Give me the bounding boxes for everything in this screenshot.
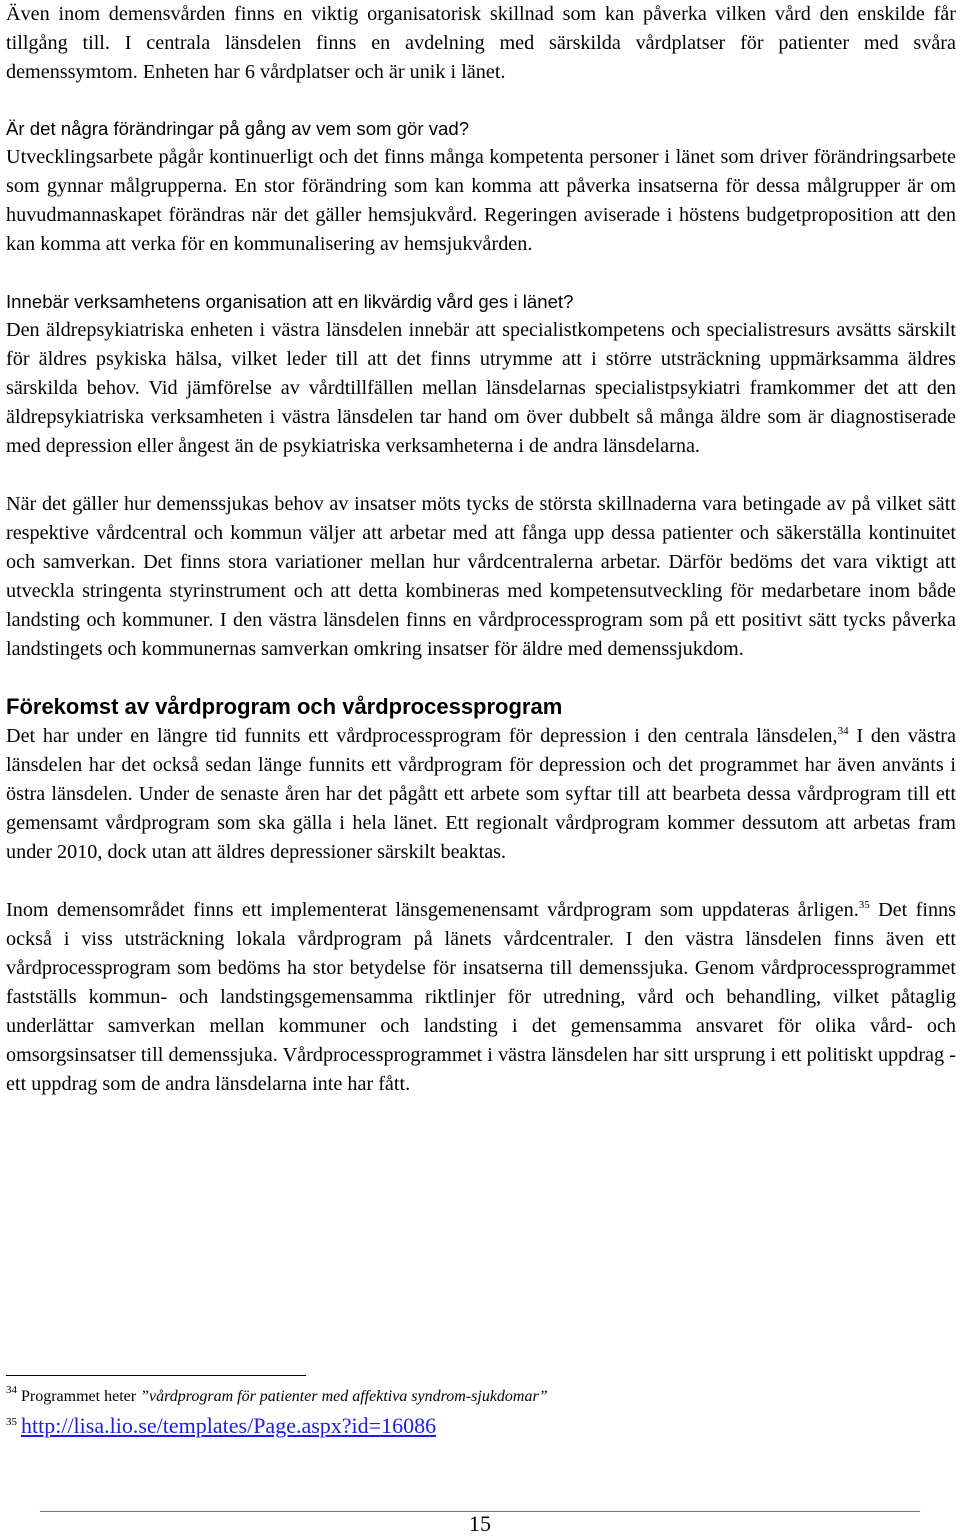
paragraph-care-programs-start: Det har under en längre tid funnits ett vårdprocessprogram för depression i den centrala länsdelen, <box>6 725 838 747</box>
paragraph-dementia-programs-start: Inom demensområdet finns ett implementerat länsgemenensamt vårdprogram som uppdateras årligen. <box>6 899 859 921</box>
paragraph-dementia-programs-rest: Det finns också i viss utsträckning lokala vårdprogram på länets vårdcentraler. I den västra länsdelen finns även ett vårdprocessprogram som bedöms ha stor betydelse för insatserna till demenssjuka. Genom vårdprocessprogrammet fastställs kommun- och landstingsgemensamma riktlinjer för utredning, vård och behandling, vilket påtaglig underlättar samverkan mellan kommuner och landsting i det gemensamma ansvaret för olika vård- och omsorgsinsatser till demenssjuka. Vårdprocessprogrammet i västra länsdelen har sitt ursprung i ett politiskt uppdrag - ett uppdrag som de andra länsdelarna inte har fått. <box>6 899 956 1095</box>
footnote-34 <box>6 1386 548 1408</box>
paragraph-care-programs-rest: I den västra länsdelen har det också sedan länge funnits ett vårdprogram för depression och det programmet har även använts i östra länsdelen. Under de senaste åren har det pågått ett arbete som syftar till att bearbeta dessa vårdprogram till ett gemensamt vårdprogram som ska gälla i hela länet. Ett regionalt vårdprogram kommer dessutom att arbetas fram under 2010, dock utan att äldres depressioner särskilt beaktas. <box>6 725 956 863</box>
footnote-separator <box>6 1375 306 1376</box>
footnote-35 <box>6 1412 436 1443</box>
question-changes: Är det några förändringar på gång av vem som gör vad? <box>6 118 470 139</box>
paragraph-care-programs <box>6 722 956 867</box>
paragraph-dementia-care: Även inom demensvården finns en viktig organisatorisk skillnad som kan påverka vilken vård den enskilde får tillgång till. I centrala länsdelen finns en avdelning med särskilda vårdplatser för patienter med svåra demenssymtom. Enheten har 6 vårdplatser och är unik i länet. <box>6 3 956 83</box>
paragraph-dementia-needs: När det gäller hur demenssjukas behov av insatser möts tycks de största skillnaderna vara betingade av på vilket sätt respektive vårdcentral och kommun väljer att arbetar med att fånga upp dessa patienter och säkerställa kontinuitet och samverkan. Det finns stora variationer mellan hur vårdcentralerna arbetar. Därför bedöms det vara viktigt att utveckla stringenta styrinstrument och att detta kombineras med kompetensutveckling för medarbetare inom både landsting och kommuner. I den västra länsdelen finns en vårdprocessprogram som på ett positivt sätt tycks påverka landstingets och kommunernas samverkan omkring insatser för äldre med demenssjukdom. <box>6 493 956 660</box>
footnote-ref-35[interactable]: 35 <box>858 899 870 911</box>
footnote-ref-34[interactable]: 34 <box>837 725 849 737</box>
section-heading: Förekomst av vårdprogram och vårdprocessprogram <box>6 694 563 719</box>
footnote-34-title: ”vårdprogram för patienter med affektiva syndrom-sjukdomar” <box>140 1388 548 1405</box>
footnote-34-text: Programmet heter <box>17 1388 141 1405</box>
paragraph-dementia-programs <box>6 896 956 1099</box>
document-page <box>6 0 956 1099</box>
page-number: 15 <box>469 1511 491 1536</box>
footnote-number-35: 35 <box>6 1416 17 1428</box>
paragraph-development-work: Utvecklingsarbete pågår kontinuerligt och det finns många kompetenta personer i länet som driver förändringsarbete som gynnar målgrupperna. En stor förändring som kan komma att påverka insatserna för dessa målgrupper är om huvudmannaskapet förändras när det gäller hemsjukvård. Regeringen aviserade i höstens budgetproposition att den kan komma att verka för en kommunalisering av hemsjukvården. <box>6 146 956 255</box>
footnote-number-34: 34 <box>6 1384 17 1396</box>
question-organisation: Innebär verksamhetens organisation att en likvärdig vård ges i länet? <box>6 291 574 312</box>
paragraph-elderly-psychiatry: Den äldrepsykiatriska enheten i västra länsdelen innebär att specialistkompetens och specialistresurs avsätts särskilt för äldres psykiska hälsa, vilket leder till att det finns utrymme att i större utsträckning uppmärksamma äldres särskilda behov. Vid jämförelse av vårdtillfällen mellan länsdelarnas specialistpsykiatri framkommer det att den äldrepsykiatriska verksamheten i västra länsdelen tar hand om över dubbelt så många äldre som är diagnostiserade med depression eller ångest än de psykiatriska verksamheterna i de andra länsdelarna. <box>6 319 956 457</box>
footnote-35-link[interactable]: http://lisa.lio.se/templates/Page.aspx?id=16086 <box>21 1413 437 1438</box>
